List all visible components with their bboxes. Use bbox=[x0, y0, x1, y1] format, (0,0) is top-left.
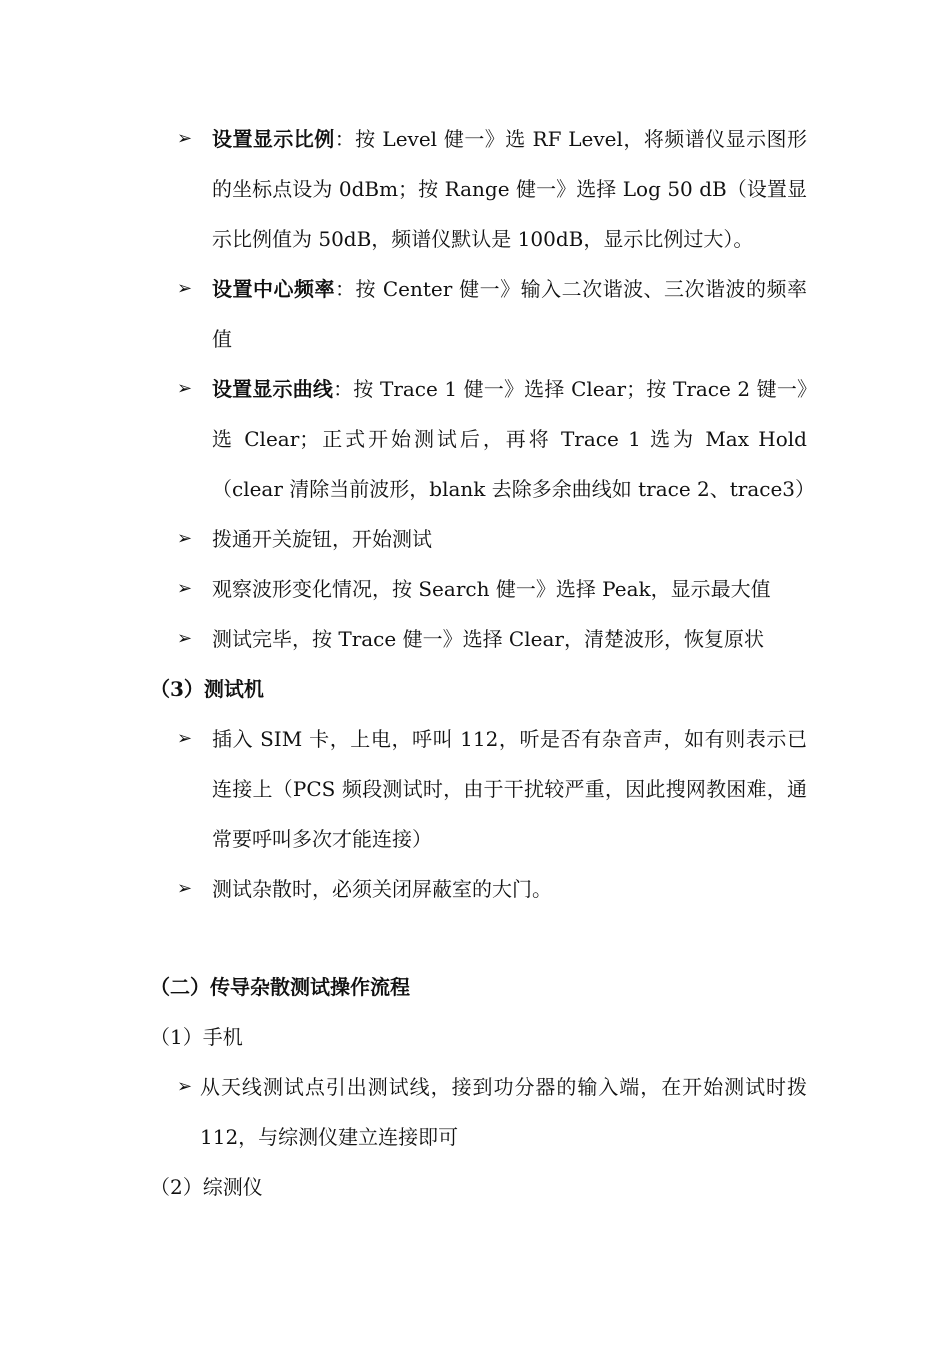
bullet-text: 拨通开关旋钮，开始测试 bbox=[212, 527, 432, 551]
bullet-lead: 设置中心频率 bbox=[212, 277, 335, 301]
bullet-set-display-scale: ➢ 设置显示比例：按 Level 健一》选 RF Level，将频谱仪显示图形的坐标点设为 0dBm；按 Range 健一》选择 Log 50 dB（设置显示比例值为 50dB，频谱仪默认是 100dB，显示比例过大）。 bbox=[177, 114, 807, 264]
section-title-conducted-spurious: （二）传导杂散测试操作流程 bbox=[150, 975, 410, 999]
arrow-bullet-icon: ➢ bbox=[177, 278, 193, 299]
arrow-bullet-icon: ➢ bbox=[177, 578, 193, 599]
arrow-bullet-icon: ➢ bbox=[177, 528, 193, 549]
bullet-text: 从天线测试点引出测试线，接到功分器的输入端，在开始测试时拨 112，与综测仪建立连接即可 bbox=[200, 1075, 807, 1149]
bullet-text: 按 Trace 1 健一》选择 Clear；按 Trace 2 键一》选 Clear；正式开始测试后，再将 Trace 1 选为 Max Hold（clear 清除当前波形，blank 去除多余曲线如 trace 2、trace3） bbox=[212, 377, 816, 501]
bullet-lead: 设置显示比例 bbox=[212, 127, 335, 151]
bullet-text: 观察波形变化情况，按 Search 健一》选择 Peak，显示最大值 bbox=[212, 577, 771, 601]
arrow-bullet-icon: ➢ bbox=[177, 878, 193, 899]
subheading-tester: （2）综测仪 bbox=[150, 1175, 263, 1199]
bullet-set-center-frequency: ➢ 设置中心频率：按 Center 健一》输入二次谐波、三次谐波的频率值 bbox=[177, 264, 807, 364]
bullet-dial-switch bbox=[177, 514, 807, 564]
bullet-test-complete bbox=[177, 614, 807, 664]
arrow-bullet-icon: ➢ bbox=[177, 728, 193, 749]
arrow-bullet-icon: ➢ bbox=[177, 1076, 193, 1097]
bullet-text: 测试完毕，按 Trace 健一》选择 Clear，清楚波形，恢复原状 bbox=[212, 627, 764, 651]
subheading-phone: （1）手机 bbox=[150, 1025, 243, 1049]
bullet-text: 测试杂散时，必须关闭屏蔽室的大门。 bbox=[212, 877, 552, 901]
arrow-bullet-icon: ➢ bbox=[177, 128, 193, 149]
bullet-text: 按 Center 健一》输入二次谐波、三次谐波的频率值 bbox=[212, 277, 808, 351]
bullet-insert-sim bbox=[177, 714, 807, 864]
bullet-lead: 设置显示曲线 bbox=[212, 377, 334, 401]
bullet-antenna-test-line bbox=[177, 1062, 807, 1162]
bullet-text: 按 Level 健一》选 RF Level，将频谱仪显示图形的坐标点设为 0dBm；按 Range 健一》选择 Log 50 dB（设置显示比例值为 50dB，频谱仪默认是 100dB，显示比例过大）。 bbox=[212, 127, 807, 251]
bullet-set-display-curve: ➢ 设置显示曲线：按 Trace 1 健一》选择 Clear；按 Trace 2 键一》选 Clear；正式开始测试后，再将 Trace 1 选为 Max Hold（clear 清除当前波形，blank 去除多余曲线如 trace 2、trace3） bbox=[177, 364, 807, 514]
bullet-text: 插入 SIM 卡，上电，呼叫 112，听是否有杂音声，如有则表示已连接上（PCS 频段测试时，由于干扰较严重，因此搜网教困难，通常要呼叫多次才能连接） bbox=[212, 727, 807, 851]
bullet-observe-waveform bbox=[177, 564, 807, 614]
bullet-close-door bbox=[177, 864, 807, 914]
arrow-bullet-icon: ➢ bbox=[177, 628, 193, 649]
arrow-bullet-icon: ➢ bbox=[177, 378, 193, 399]
heading-test-machine: （3）测试机 bbox=[150, 677, 264, 701]
